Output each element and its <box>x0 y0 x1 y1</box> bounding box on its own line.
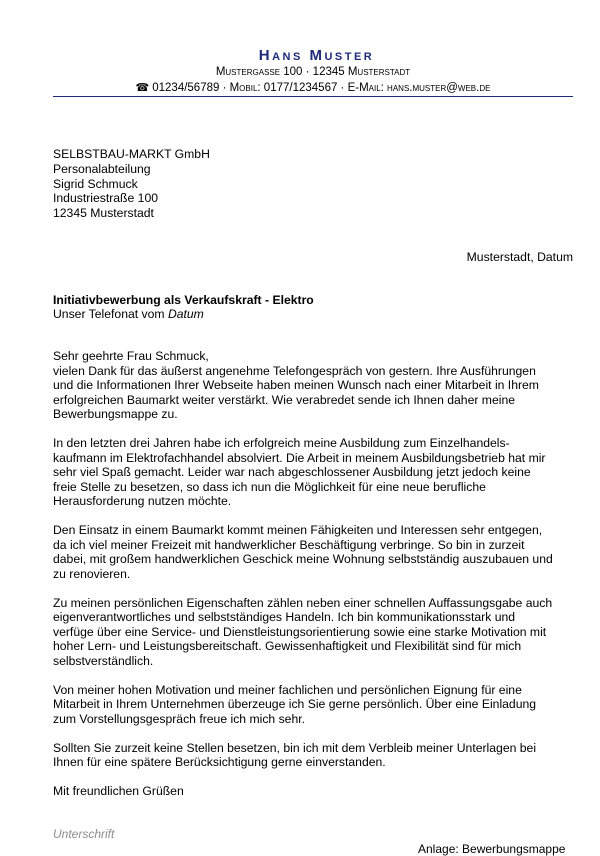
paragraph-line: freie Stelle zu besetzen, so dass ich nun die Möglichkeit für eine neue berufliche <box>53 479 486 494</box>
paragraph-line: verfüge über eine Service- und Dienstleistungsorientierung sowie eine starke Motivation mit <box>53 624 547 639</box>
paragraph <box>53 436 578 509</box>
letter-body <box>53 349 578 799</box>
letterhead-divider <box>53 96 573 97</box>
recipient-city: 12345 Musterstadt <box>53 206 154 221</box>
paragraph-line: Ihnen für eine spätere Berücksichtigung gerne einverstanden. <box>53 755 386 769</box>
paragraph-line: Zu meinen persönlichen Eigenschaften zählen neben einer schnellen Auffassungsgabe auch <box>53 595 553 610</box>
paragraph-line: In den letzten drei Jahren habe ich erfolgreich meine Ausbildung zum Einzelhandels- <box>53 436 510 450</box>
paragraph-line: hoher Lern- und Leistungsbereitschaft. Gewissenhaftigkeit und Flexibilität sind für mich <box>53 639 522 653</box>
paragraph-line: Herausforderung nutzen möchte. <box>53 494 232 508</box>
signature-placeholder: Unterschrift <box>53 827 115 841</box>
paragraph <box>53 523 578 581</box>
recipient-address-block <box>53 147 210 221</box>
paragraph-line: und die Informationen Ihrer Webseite haben meinen Wunsch nach einer Mitarbeit in Ihrem <box>53 378 539 392</box>
paragraph-line: da ich viel meiner Freizeit mit handwerklicher Beschäftigung verbringe. So bin in zurzeit <box>53 537 525 552</box>
recipient-person: Sigrid Schmuck <box>53 176 138 191</box>
reference-date-placeholder: Datum <box>167 307 204 321</box>
sender-address: Mustergasse 100 · 12345 Musterstadt <box>215 66 411 78</box>
paragraph-line: sehr viel Spaß gemacht. Leider war nach abgeschlossener Ausbildung jetzt jedoch keine <box>53 465 531 479</box>
sender-contact: 01234/56789 · Mobil: 0177/1234567 · E-Mail: hans.muster@web.de <box>152 82 491 94</box>
paragraph-line: Den Einsatz in einem Baumarkt kommt meinen Fähigkeiten und Interessen sehr entgegen, <box>53 523 543 537</box>
reference-line <box>53 307 204 321</box>
paragraph-line: Von meiner hohen Motivation und meiner fachlichen und persönlichen Eignung für eine <box>53 682 522 697</box>
paragraph-line: Mitarbeit in Ihrem Unternehmen überzeuge ich Sie gerne persönlich. Über eine Einladung <box>53 697 537 711</box>
paragraph-line: vielen Dank für das äußerst angenehme Telefongespräch von gestern. Ihre Ausführungen <box>53 363 536 378</box>
paragraph <box>53 741 578 770</box>
paragraph-line: zu renovieren. <box>53 566 131 581</box>
recipient-department: Personalabteilung <box>53 161 151 176</box>
paragraph <box>53 596 578 669</box>
paragraph-line: zum Vorstellungsgespräch freue ich mich sehr. <box>53 711 305 726</box>
sender-name: Hans Muster <box>258 47 375 64</box>
recipient-street: Industriestraße 100 <box>53 191 159 206</box>
paragraph <box>53 364 578 422</box>
paragraph <box>53 683 578 727</box>
paragraph-line: Sollten Sie zurzeit keine Stellen besetzen, bin ich mit dem Verbleib meiner Unterlagen bei <box>53 740 537 755</box>
recipient-company: SELBSTBAU-MARKT GmbH <box>53 147 210 161</box>
paragraph-line: eigenverantwortliches und selbstständiges Handeln. Ich bin kommunikationsstark und <box>53 610 516 624</box>
paragraph-line: kaufmann im Elektrofachhandel absolviert. Die Arbeit in meinem Ausbildungsbetrieb hat mir <box>53 450 546 465</box>
salutation: Sehr geehrte Frau Schmuck, <box>53 349 209 363</box>
paragraph-line: Bewerbungsmappe zu. <box>53 407 178 421</box>
telephone-icon: ☎ <box>135 82 150 94</box>
closing: Mit freundlichen Grüßen <box>53 784 184 798</box>
subject-line: Initiativbewerbung als Verkaufskraft - Elektro <box>53 293 314 307</box>
paragraph-line: dabei, mit großem handwerklichen Geschick meine Wohnung selbstständig auszubauen und <box>53 552 553 566</box>
sender-contact-line <box>0 81 600 94</box>
enclosure-note: Anlage: Bewerbungsmappe <box>418 842 566 856</box>
paragraph-line: erfolgreichen Baumarkt weiter verstärkt. Wie verabredet sende ich Ihnen daher meine <box>53 392 516 407</box>
paragraph-line: selbstverständlich. <box>53 653 154 668</box>
place-date: Musterstadt, Datum <box>466 250 573 264</box>
reference-prefix: Unser Telefonat vom <box>53 307 168 321</box>
